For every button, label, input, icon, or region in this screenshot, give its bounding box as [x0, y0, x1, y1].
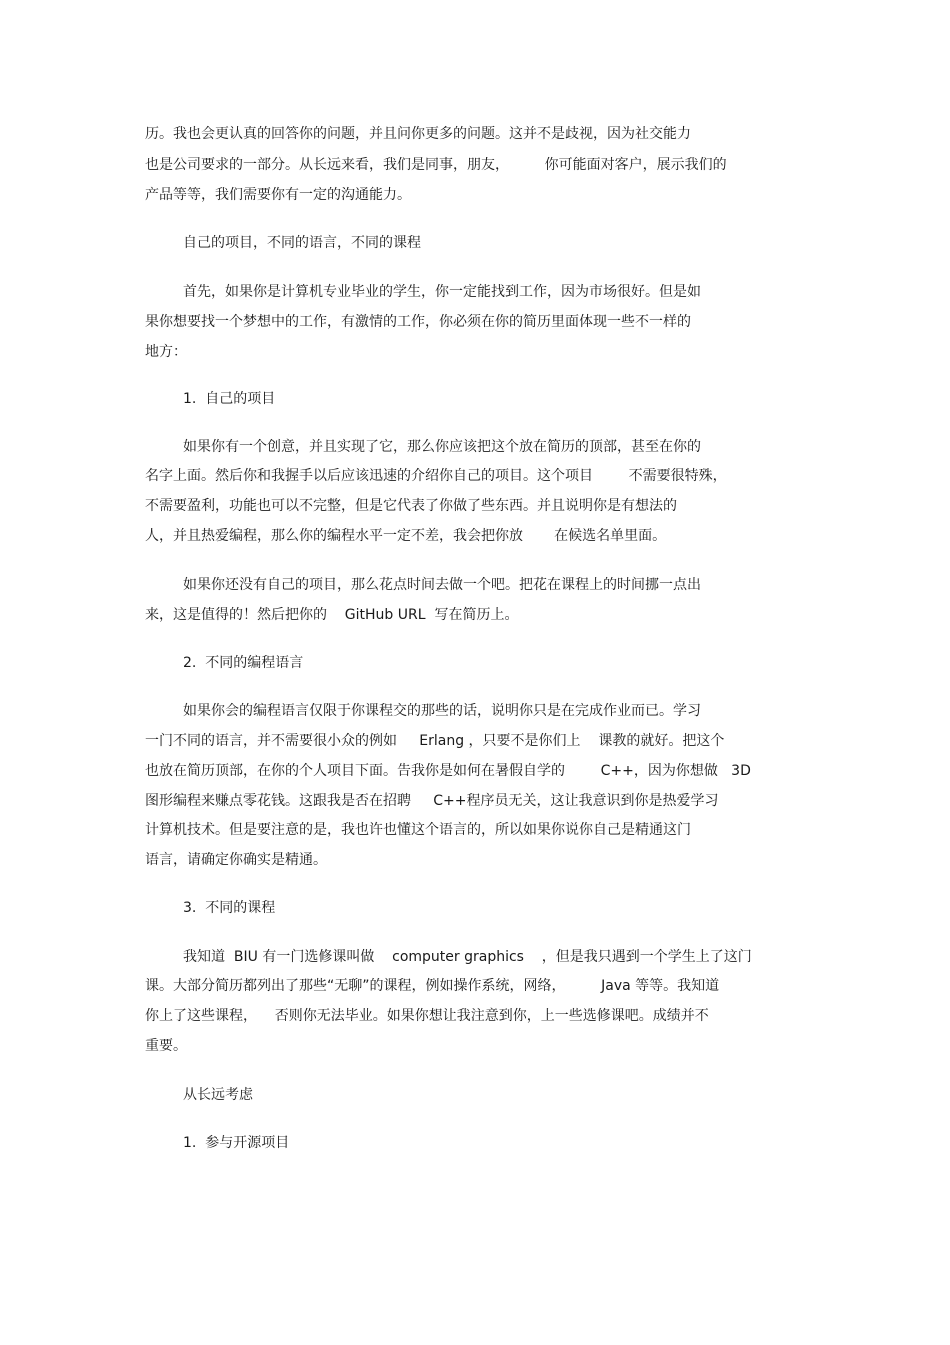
paragraph-line: 产品等等，我们需要你有一定的沟通能力。	[145, 187, 411, 203]
paragraph-line: 也放在简历顶部，在你的个人项目下面。告我你是如何在暑假自学的 C++，因为你想做 3D	[145, 763, 751, 779]
list-heading: 3. 不同的课程	[183, 900, 276, 916]
paragraph-line: 来，这是值得的！然后把你的 GitHub URL 写在简历上。	[145, 607, 519, 623]
paragraph-line: 首先，如果你是计算机专业毕业的学生，你一定能找到工作，因为市场很好。但是如	[183, 284, 701, 300]
paragraph-line: 名字上面。然后你和我握手以后应该迅速的介绍你自己的项目。这个项目 不需要很特殊，	[145, 468, 727, 484]
paragraph-line: 如果你还没有自己的项目，那么花点时间去做一个吧。把花在课程上的时间挪一点出	[183, 577, 701, 593]
paragraph-line: 课。大部分简历都列出了那些“无聊”的课程，例如操作系统，网络， Java 等等。我知道	[145, 978, 720, 994]
list-heading: 1. 参与开源项目	[183, 1135, 290, 1151]
list-heading: 2. 不同的编程语言	[183, 655, 304, 671]
paragraph-line: 你上了这些课程， 否则你无法毕业。如果你想让我注意到你，上一些选修课吧。成绩并不	[145, 1008, 709, 1024]
paragraph-line: 我知道 BIU 有一门选修课叫做 computer graphics ，但是我只遇到一个学生上了这门	[183, 949, 752, 965]
paragraph-line: 不需要盈利，功能也可以不完整，但是它代表了你做了些东西。并且说明你是有想法的	[145, 498, 677, 514]
paragraph-line: 历。我也会更认真的回答你的问题，并且问你更多的问题。这并不是歧视，因为社交能力	[145, 126, 691, 142]
paragraph-line: 如果你会的编程语言仅限于你课程交的那些的话，说明你只是在完成作业而已。学习	[183, 703, 701, 719]
list-heading: 1. 自己的项目	[183, 391, 276, 407]
paragraph-line: 图形编程来赚点零花钱。这跟我是否在招聘 C++程序员无关，这让我意识到你是热爱学习	[145, 793, 719, 809]
paragraph-line: 地方：	[145, 344, 187, 360]
paragraph-line: 计算机技术。但是要注意的是，我也许也懂这个语言的，所以如果你说你自己是精通这门	[145, 822, 691, 838]
paragraph-line: 也是公司要求的一部分。从长远来看，我们是同事，朋友， 你可能面对客户，展示我们的	[145, 157, 727, 173]
paragraph-line: 一门不同的语言，并不需要很小众的例如 Erlang ，只要不是你们上 课教的就好。把这个	[145, 733, 725, 749]
paragraph-line: 语言，请确定你确实是精通。	[145, 852, 327, 868]
section-heading: 从长远考虑	[183, 1087, 253, 1103]
paragraph-line: 果你想要找一个梦想中的工作，有激情的工作，你必须在你的简历里面体现一些不一样的	[145, 314, 691, 330]
paragraph-line: 重要。	[145, 1038, 187, 1054]
section-heading: 自己的项目，不同的语言，不同的课程	[183, 235, 421, 251]
paragraph-line: 如果你有一个创意，并且实现了它，那么你应该把这个放在简历的顶部，甚至在你的	[183, 439, 701, 455]
paragraph-line: 人，并且热爱编程，那么你的编程水平一定不差，我会把你放 在候选名单里面。	[145, 528, 667, 544]
